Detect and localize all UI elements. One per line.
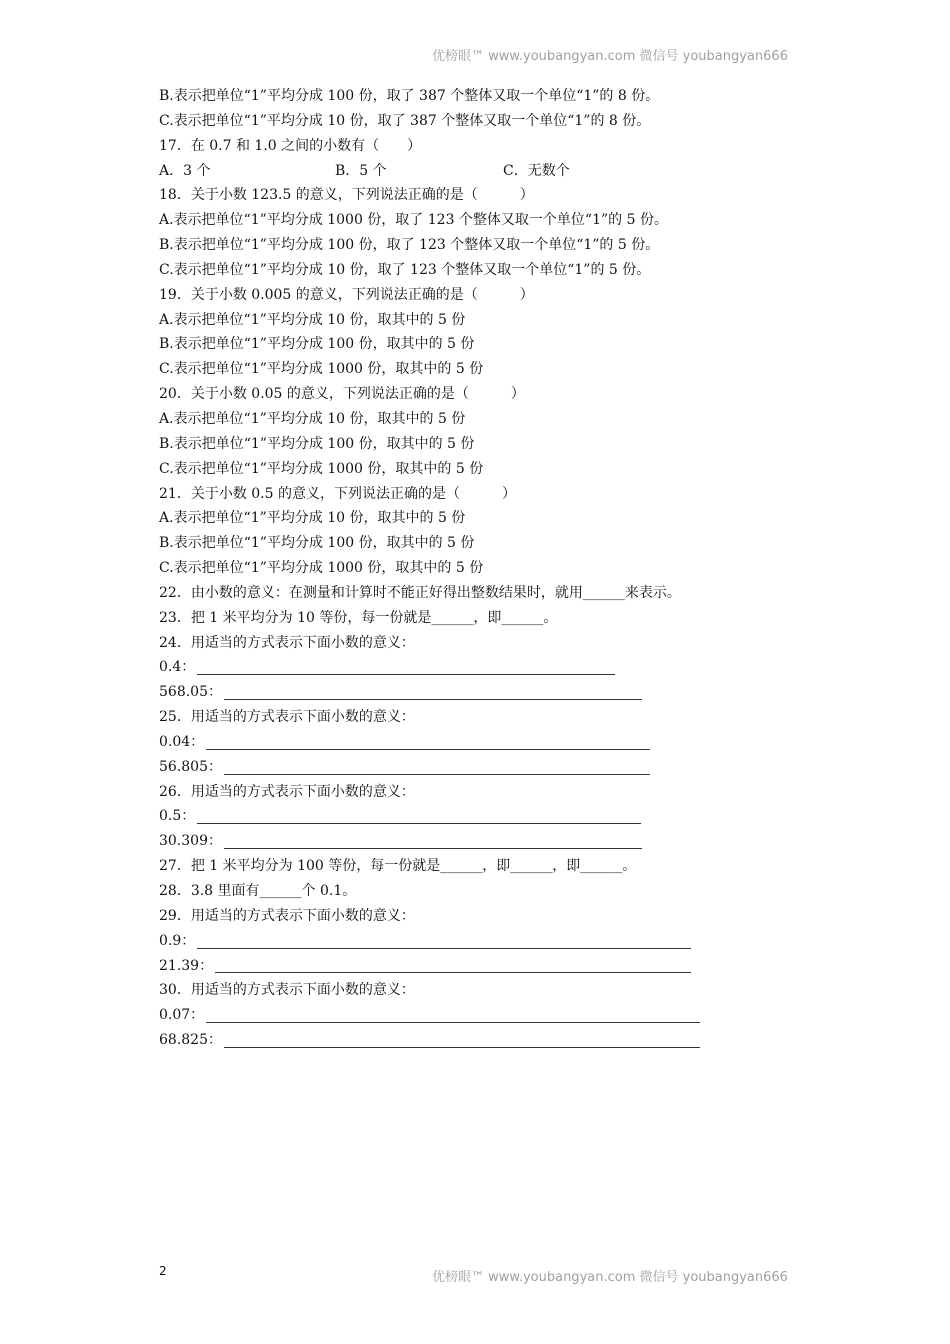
answer-blank[interactable] <box>224 1033 700 1048</box>
fill-label: 0.4： <box>159 659 196 676</box>
option-20c: C.表示把单位“1”平均分成 1000 份，取其中的 5 份 <box>159 460 484 477</box>
option-19a: A.表示把单位“1”平均分成 10 份，取其中的 5 份 <box>159 311 466 328</box>
fill-label: 0.5： <box>159 808 196 825</box>
answer-blank[interactable] <box>206 735 650 750</box>
page-number: 2 <box>159 1264 167 1278</box>
question-23: 23．把 1 米平均分为 10 等份，每一份就是______，即______。 <box>159 609 558 626</box>
answer-blank[interactable] <box>224 685 642 700</box>
option-21c: C.表示把单位“1”平均分成 1000 份，取其中的 5 份 <box>159 560 484 577</box>
fill-label: 0.9： <box>159 932 196 949</box>
fill-label: 0.07： <box>159 1007 205 1024</box>
fill-label: 568.05： <box>159 684 222 701</box>
option-17a: A．3 个 <box>159 162 211 179</box>
fill-label: 21.39： <box>159 957 214 974</box>
option-16c: C.表示把单位“1”平均分成 10 份，取了 387 个整体又取一个单位“1”的 8 份。 <box>159 112 651 129</box>
answer-blank[interactable] <box>197 934 691 949</box>
option-20a: A.表示把单位“1”平均分成 10 份，取其中的 5 份 <box>159 410 466 427</box>
option-18b: B.表示把单位“1”平均分成 100 份，取了 123 个整体又取一个单位“1”的 5 份。 <box>159 237 660 254</box>
option-19c: C.表示把单位“1”平均分成 1000 份，取其中的 5 份 <box>159 361 484 378</box>
answer-line-0-07 <box>159 1003 849 1028</box>
question-22: 22．由小数的意义：在测量和计算时不能正好得出整数结果时，就用______来表示。 <box>159 584 681 601</box>
options-17 <box>159 159 849 184</box>
option-16b: B.表示把单位“1”平均分成 100 份，取了 387 个整体又取一个单位“1”的 8 份。 <box>159 88 660 104</box>
answer-line-568-05 <box>159 680 849 705</box>
option-21b: B.表示把单位“1”平均分成 100 份，取其中的 5 份 <box>159 535 475 552</box>
question-30: 30．用适当的方式表示下面小数的意义： <box>159 982 415 999</box>
answer-line-0-9 <box>159 929 849 954</box>
question-17: 17．在 0.7 和 1.0 之间的小数有（ ） <box>159 137 422 154</box>
exercise-content <box>159 84 849 1053</box>
fill-label: 68.825： <box>159 1032 222 1049</box>
question-19: 19．关于小数 0.005 的意义，下列说法正确的是（ ） <box>159 286 534 303</box>
question-25: 25．用适当的方式表示下面小数的意义： <box>159 709 415 726</box>
answer-blank[interactable] <box>224 760 650 775</box>
option-21a: A.表示把单位“1”平均分成 10 份，取其中的 5 份 <box>159 510 466 527</box>
answer-line-0-4 <box>159 655 849 680</box>
option-20b: B.表示把单位“1”平均分成 100 份，取其中的 5 份 <box>159 435 475 452</box>
option-17c: C．无数个 <box>503 162 570 179</box>
watermark-header: 优榜眼™ www.youbangyan.com 微信号 youbangyan666 <box>432 49 788 64</box>
option-19b: B.表示把单位“1”平均分成 100 份，取其中的 5 份 <box>159 336 475 353</box>
question-18: 18．关于小数 123.5 的意义，下列说法正确的是（ ） <box>159 187 534 204</box>
question-24: 24．用适当的方式表示下面小数的意义： <box>159 634 415 651</box>
question-27: 27．把 1 米平均分为 100 等份，每一份就是______，即______，即______。 <box>159 858 637 875</box>
question-29: 29．用适当的方式表示下面小数的意义： <box>159 907 415 924</box>
watermark-footer: 优榜眼™ www.youbangyan.com 微信号 youbangyan666 <box>432 1270 788 1285</box>
question-26: 26．用适当的方式表示下面小数的意义： <box>159 783 415 800</box>
fill-label: 56.805： <box>159 758 222 775</box>
fill-label: 30.309： <box>159 833 222 850</box>
fill-label: 0.04： <box>159 733 205 750</box>
answer-blank[interactable] <box>206 1008 700 1023</box>
answer-blank[interactable] <box>224 834 642 849</box>
answer-blank[interactable] <box>197 660 615 675</box>
option-18a: A.表示把单位“1”平均分成 1000 份，取了 123 个整体又取一个单位“1”的 5 份。 <box>159 212 668 229</box>
answer-line-0-04 <box>159 730 849 755</box>
question-28: 28．3.8 里面有______个 0.1。 <box>159 883 357 899</box>
option-17b: B．5 个 <box>335 162 387 179</box>
answer-line-0-5 <box>159 804 849 829</box>
question-20: 20．关于小数 0.05 的意义，下列说法正确的是（ ） <box>159 386 525 403</box>
answer-blank[interactable] <box>197 809 641 824</box>
answer-blank[interactable] <box>215 958 691 973</box>
answer-line-68-825 <box>159 1028 849 1053</box>
option-18c: C.表示把单位“1”平均分成 10 份，取了 123 个整体又取一个单位“1”的 5 份。 <box>159 261 651 278</box>
question-21: 21．关于小数 0.5 的意义，下列说法正确的是（ ） <box>159 485 516 502</box>
answer-line-56-805 <box>159 755 849 780</box>
answer-line-21-39 <box>159 954 849 979</box>
answer-line-30-309 <box>159 829 849 854</box>
